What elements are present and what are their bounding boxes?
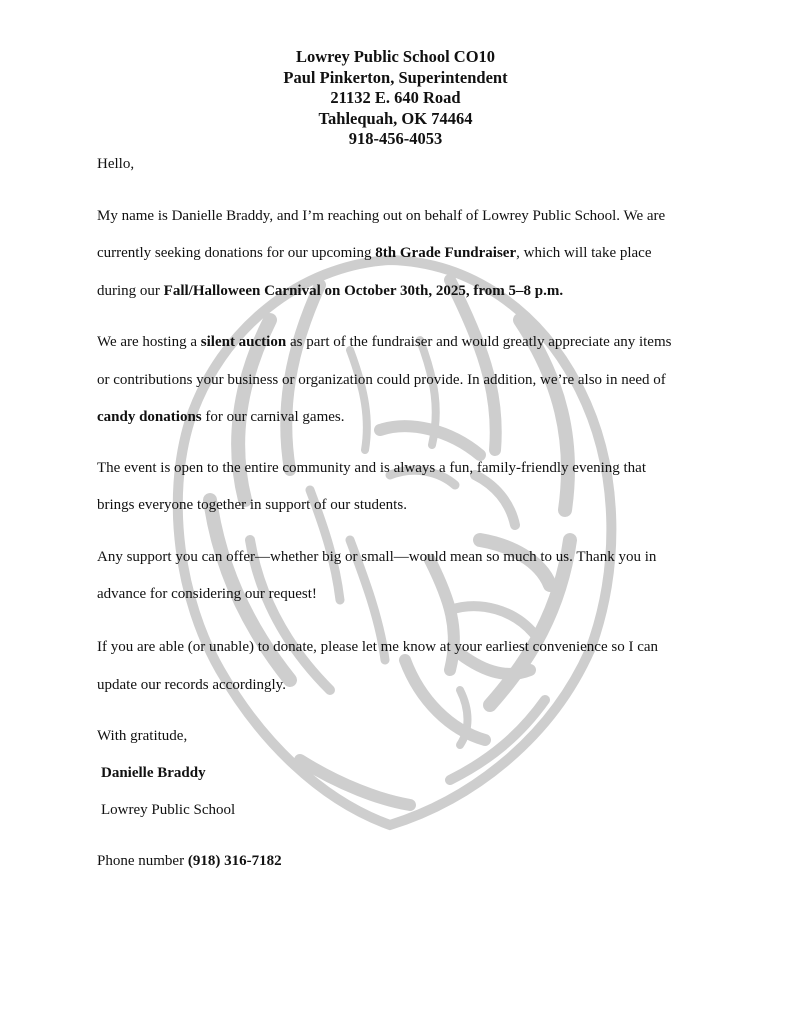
text-segment: for our carnival games. bbox=[201, 409, 345, 425]
paragraph-2-line-2: or contributions your business or organization could provide. In addition, we’re also in need of bbox=[97, 372, 666, 388]
signature-org: Lowrey Public School bbox=[101, 802, 236, 818]
contact-phone bbox=[97, 852, 282, 870]
superintendent-line: Paul Pinkerton, Superintendent bbox=[283, 67, 508, 87]
paragraph-1-line-1: My name is Danielle Braddy, and I’m reaching out on behalf of Lowrey Public School. We are bbox=[97, 208, 666, 224]
paragraph-4-line-2: advance for considering our request! bbox=[97, 586, 317, 602]
text-segment: currently seeking donations for our upcoming bbox=[97, 245, 376, 261]
text-segment: as part of the fundraiser and would greatly appreciate any items bbox=[286, 334, 672, 350]
paragraph-1-line-3 bbox=[97, 282, 563, 300]
text-segment: , which will take place bbox=[516, 245, 652, 261]
silent-auction-emphasis: silent auction bbox=[200, 334, 287, 350]
closing: With gratitude, bbox=[97, 728, 188, 744]
street-address: 21132 E. 640 Road bbox=[330, 88, 461, 107]
paragraph-5-line-1: If you are able (or unable) to donate, please let me know at your earliest convenience so I can bbox=[97, 639, 659, 655]
text-segment: during our bbox=[97, 283, 164, 299]
paragraph-2-line-1 bbox=[97, 333, 671, 351]
text-segment: We are hosting a bbox=[97, 334, 201, 350]
letterhead bbox=[0, 47, 791, 150]
phone-label: Phone number bbox=[97, 853, 188, 869]
paragraph-3-line-2: brings everyone together in support of our students. bbox=[97, 497, 407, 513]
city-state-zip: Tahlequah, OK 74464 bbox=[318, 108, 473, 128]
paragraph-5-line-2: update our records accordingly. bbox=[97, 677, 286, 693]
signature-name: Danielle Braddy bbox=[101, 765, 206, 781]
paragraph-1-line-2 bbox=[97, 244, 652, 262]
phone-number: (918) 316-7182 bbox=[187, 853, 282, 869]
greeting: Hello, bbox=[97, 156, 135, 172]
fundraiser-name: 8th Grade Fundraiser bbox=[375, 245, 517, 261]
lion-watermark-icon bbox=[150, 240, 630, 840]
paragraph-4-line-1: Any support you can offer—whether big or small—would mean so much to us. Thank you in bbox=[97, 549, 657, 565]
candy-donations-emphasis: candy donations bbox=[97, 409, 202, 425]
paragraph-2-line-3 bbox=[97, 408, 344, 426]
school-phone: 918-456-4053 bbox=[348, 129, 443, 148]
school-name: Lowrey Public School CO10 bbox=[295, 47, 496, 66]
event-date: Fall/Halloween Carnival on October 30th, 2025, from 5–8 p.m. bbox=[163, 283, 564, 299]
paragraph-3-line-1: The event is open to the entire community and is always a fun, family-friendly evening that bbox=[97, 460, 647, 476]
